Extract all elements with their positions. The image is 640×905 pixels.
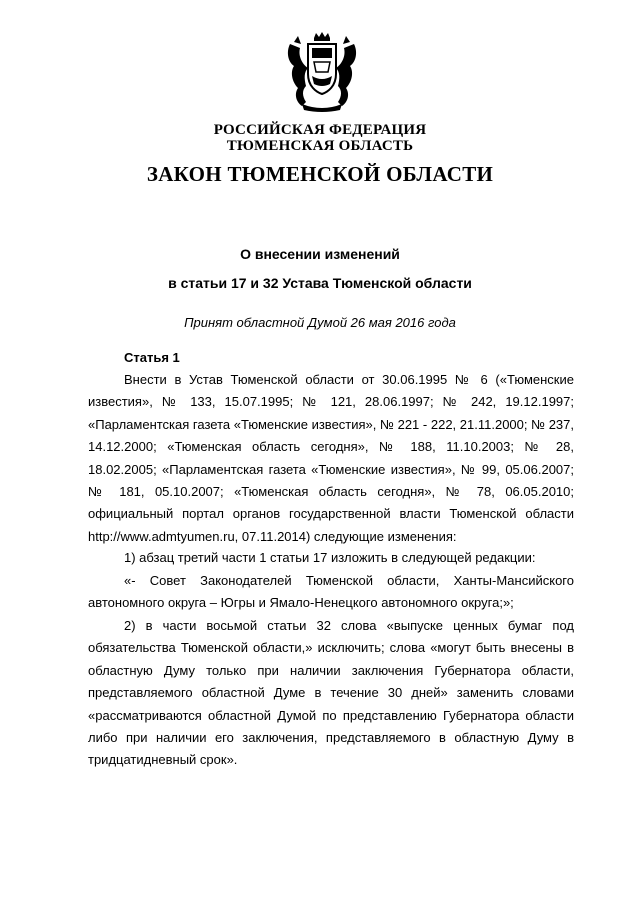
article-item-1: 1) абзац третий части 1 статьи 17 изложить в следующей редакции: [124, 550, 536, 565]
article-intro-paragraph: Внести в Устав Тюменской области от 30.06.1995 № 6 («Тюменские известия», № 133, 15.07.1995; № 121, 28.06.1997; № 242, 19.12.1997; «Парламентская газета «Тюменские известия», № 221 - 222, 21.11.2000; № 237, 14.12.2000; «Тюменская область сегодня», № 188, 11.10.2003; № 28, 18.02.2005; «Парламентская газета «Тюменские известия», № 99, 05.06.2007; № 181, 05.10.2007; «Тюменская область сегодня», № 78, 06.05.2010; официальный портал органов государственной власти Тюменской области http://www.admtyumen.ru, 07.11.2014) следующие изменения: [88, 372, 574, 544]
coat-of-arms-icon [284, 32, 360, 112]
law-title-line-1: О внесении изменений [240, 246, 400, 262]
region-heading: ТЮМЕНСКАЯ ОБЛАСТЬ [226, 138, 414, 154]
article-item-1-quote: «- Совет Законодателей Тюменской области, Ханты-Мансийского автономного округа – Югры и Ямало-Ненецкого автономного округа;»; [88, 573, 574, 611]
country-heading: РОССИЙСКАЯ ФЕДЕРАЦИЯ [213, 122, 427, 138]
law-title-line-2: в статьи 17 и 32 Устава Тюменской области [168, 275, 472, 291]
law-heading: ЗАКОН ТЮМЕНСКОЙ ОБЛАСТИ [146, 162, 494, 186]
article-heading: Статья 1 [124, 350, 180, 365]
article-item-2: 2) в части восьмой статьи 32 слова «выпуске ценных бумаг под обязательства Тюменской области,» исключить; слова «могут быть внесены в областную Думу только при наличии заключения Губернатора области, представляемого областной Думе в течение 30 дней» заменить словами «рассматриваются областной Думой по представлению Губернатора области либо при наличии его заключения, представляемого в областную Думу в тридцатидневный срок». [88, 618, 574, 768]
adoption-note: Принят областной Думой 26 мая 2016 года [184, 315, 456, 330]
